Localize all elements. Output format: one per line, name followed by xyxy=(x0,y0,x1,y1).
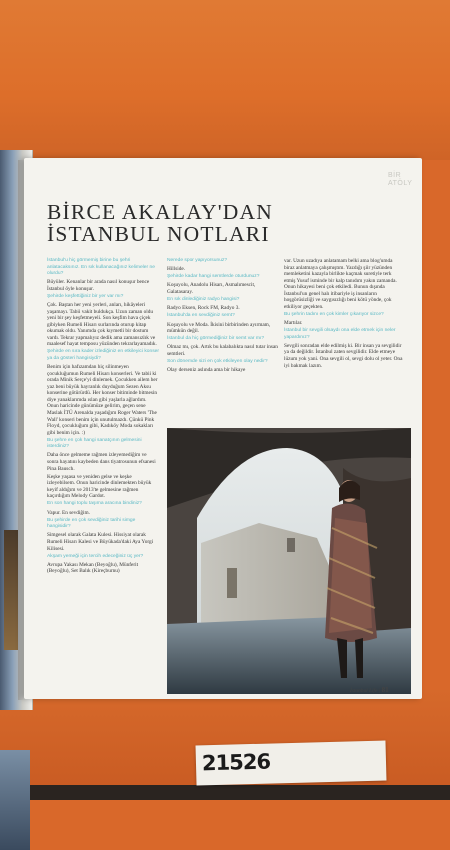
question-text: İstanbul da hiç görmediğiniz bir semt var mı? xyxy=(167,336,265,342)
question-text: Şehirde en sıra kader izlediğiniz en etkileyici konser ya da gösteri hangisiydi? xyxy=(47,349,159,362)
title-line-2: İSTANBUL NOTLARI xyxy=(47,222,270,246)
question-text: Nerede spor yapıyorsunuz? xyxy=(167,258,228,263)
answer-text: var. Uzun uzadıya anlatamam belki ama blog'umda biraz anlatmaya çalışmıştım. Yazdığı şiir yüzünden memleketini kazayla birlikte kaçmak suretiyle terk etmiş Yusuf isminde bir kalp tanıdım yakın zamanda. Onun hikayesi beni çok etkiledi. Bunun dışında İstanbul'un genel halı itibariyle iş insanların hoşgörüsizliği ve saygısızlığı beni kötü yönde, çok etkiliyor geçekten. xyxy=(284,258,397,310)
answer-text: Sevgili sonradan elde edilmiş ki. Bir insan ya sevgilidir ya da değildir. İstanbul zaten sevgilidir. Elde etmeye lüzum yok yani. Ona sevgili ol, sevgi dolu ol yeter. Ona iyi bakmak lazım. xyxy=(284,342,403,369)
text-column-3 xyxy=(284,258,404,371)
inventory-tag xyxy=(196,741,387,786)
question-text: Son dönemde sizi en çok etkileyen olay nedir? xyxy=(167,359,268,365)
question-text: En son hangi toplu taşıma aracına bindiniz? xyxy=(47,501,142,507)
left-page-photo-strip-lower xyxy=(0,750,30,850)
answer-text: Martılar. xyxy=(284,320,303,327)
table-edge xyxy=(0,785,450,800)
question-text: İstanbul'u hiç görmemiş birine bu şehri anlatacaksınız. En sık kullanacağınız kelimeler ne olurdu? xyxy=(47,258,155,277)
answer-text: Büyüler. Kenanlar bir arada nasıl konuşur bence İstanbul öyle konuşur. xyxy=(47,279,150,292)
question-text: İstanbul'da en sevdiğiniz semt? xyxy=(167,313,235,319)
question-text: Bu şehirde en çok sevdiğiniz tarihi simge hangisidir? xyxy=(47,517,136,530)
answer-text: Benim için hafızamdan hiç silinmeyen çocukluğumun Rumeli Hisarı konserleri. Ve tabii ki orada Minik Serçe'yi dinlemek. Çocukken ailem her yaz beni büyük hayranlık duyduğum Sezen Aksu konserine götürürdü. Her konser bitiminde bitmesin diye yanaklarımda ıslan gibi yaşlarla ağlardım. Onun haricinde günümüze gelirim, geçen sene Maslak İTÜ Arenalda yaşadığım Roger Waters 'The Wall' konseri benim için unutulmazdı. Çünkü Pink Floyd, çocukluğum gibi, Kadıköy Moda sokakları gibi benim için. :) xyxy=(47,364,158,436)
question-text: Şehirde keşfettiğiniz bir yer var mı? xyxy=(47,293,124,299)
footer-magazine-name: İstanbul Life xyxy=(350,688,378,694)
photo-illustration xyxy=(167,428,411,694)
page-number: 81 xyxy=(381,686,389,694)
question-text: Akşam yemeği için tercih edeceğiniz üç yer? xyxy=(47,553,144,559)
question-text: Bu şehre en çok hangi sanatçının gelmesini isterdiniz? xyxy=(47,437,142,450)
table-surface-top xyxy=(0,0,450,160)
answer-text: Avrupa Yakası Mekan (Beyoğlu), Münferit (Beyoğlu), Set Balık (Kireçburnu) xyxy=(47,561,139,575)
corner-label: BİR ATÖLY xyxy=(388,172,413,187)
answer-text: Koşuyolu ve Moda. İkisini birbirinden ayırmam, mümkün değil. xyxy=(167,321,271,335)
answer-text: Vapur. En sevdiğim. xyxy=(47,509,90,516)
article-photo xyxy=(167,428,411,694)
question-text: Şehirde kadar hangi semtlerde oturdunuz? xyxy=(167,274,260,280)
article-title xyxy=(47,201,307,245)
answer-text: Daha önce gelmeme rağmen izleyemediğim ve sonra hayatını kaybeden dans tiyatrosunun efsanesi Pina Bausch. xyxy=(47,452,156,472)
text-column-1 xyxy=(47,258,159,577)
answer-text: Keşke yaşasa ve yeniden gelse ve keşke izleyebilsem. Onun haricinde dinlemekten büyük keyif aldığım ve 2013'te gelmesine rağmen kaçırdığım Melody Gardot. xyxy=(47,473,152,500)
inventory-tag-number: 21526 xyxy=(201,749,271,776)
question-text: İstanbul bir sevgili olsaydı ona elde etmek için neler yapardınız? xyxy=(284,328,396,340)
title-line-1: BİRCE AKALAY'DAN xyxy=(47,200,273,224)
question-text: Bu şehrin tadını en çok kimler çıkarıyor sizce? xyxy=(284,311,384,317)
answer-text: Koşuyolu, Anadolu Hisarı, Asmalımescit, Galatasaray. xyxy=(167,282,256,295)
answer-text: Radyo Eksen, Rock FM, Radyo 3. xyxy=(167,305,240,312)
footer-separator: | xyxy=(378,688,381,694)
text-column-2 xyxy=(167,258,280,375)
answer-text: Çok. Baştan her yeni yerleri, anları, hikâyeleri yaşamayı. Tabii vakit buldukça. Uzun zaman oldu yeni bir şey keşfetmeyeli. Son keşfim hava çiçek gibiyken Rumeli Hisarı surlarında oturup kitap okumak oldu. Yanımda çok kıymetli bir dostum vardı. Tekrar yapmalıyız dedik ama zamansızlık ve maalesef hayat temposu yüzünden tekrarlayamadık. xyxy=(47,302,157,348)
answer-text: Hillside. xyxy=(167,266,186,273)
answer-text: Simgesel olarak Galata Kulesi. Hissiyat olarak Rumeli Hisarı Kalesi ve Büyükada'daki Aya Yorgi Kilisesi. xyxy=(47,532,154,552)
question-text: En sık dinlediğiniz radyo hangisi? xyxy=(167,297,240,303)
answer-text: Olay derseniz aslında ama bir hikaye xyxy=(167,367,246,374)
answer-text: Olmaz mı, çok. Artık bu kalabalıkta nasıl tutar insan semtleri. xyxy=(167,344,278,357)
page-footer xyxy=(350,686,389,694)
